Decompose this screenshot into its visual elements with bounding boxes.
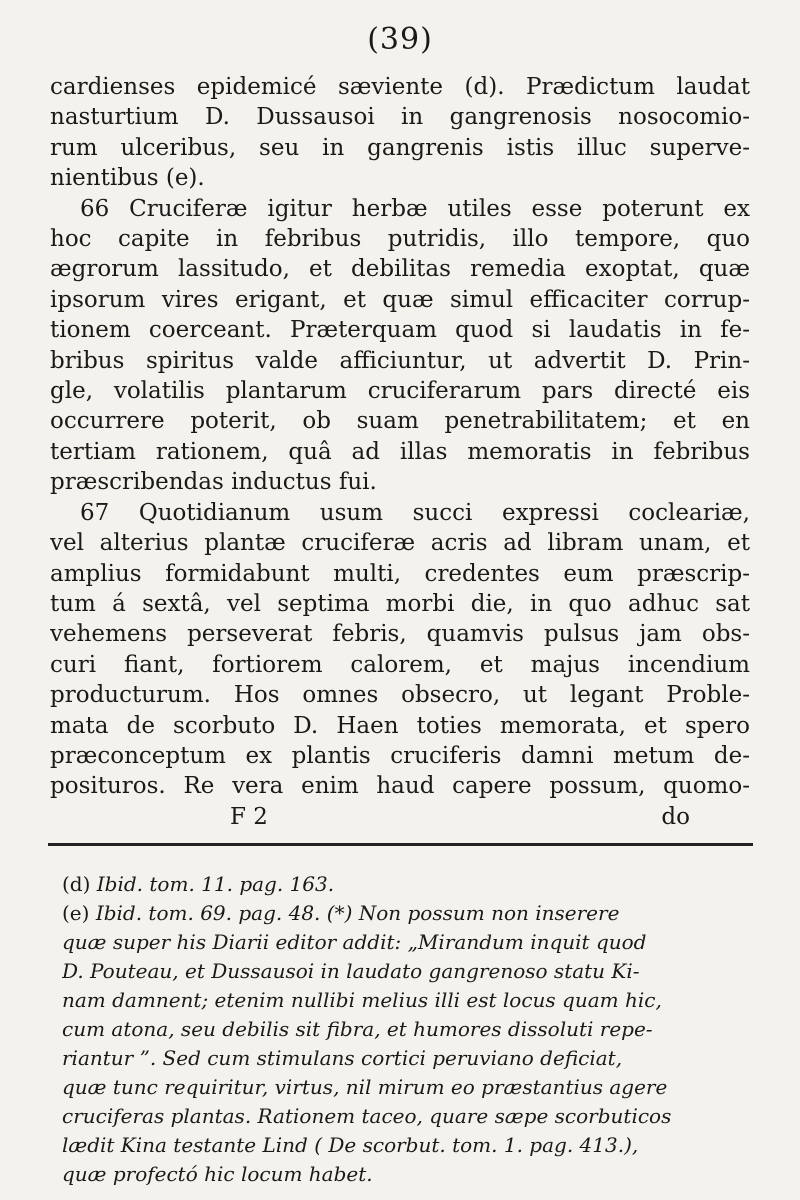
text-line: vehemens perseverat febris, quamvis pulsus jam obs-: [50, 621, 750, 648]
text-line: tionem coerceant. Præterquam quod si laudatis in fe-: [50, 317, 750, 344]
footnote-text-line: quæ profectó hic locum habet.: [62, 1162, 373, 1186]
text-line: nientibus (e).: [50, 165, 205, 192]
footnote-text-line: quæ tunc requiritur, virtus, nil mirum eo præstantius agere: [62, 1075, 668, 1099]
footnote-text: Ibid. tom. 69. pag. 48. (*) Non possum non inserere: [95, 901, 620, 925]
text-line: posituros. Re vera enim haud capere possum, quomo-: [50, 773, 750, 800]
main-text-block: [50, 72, 750, 832]
footnote-text-line: cum atona, seu debilis sit fibra, et humores dissoluti repe-: [62, 1017, 653, 1041]
text-line: occurrere poterit, ob suam penetrabilitatem; et en: [50, 408, 750, 435]
footnote-d: [62, 870, 752, 899]
text-line: gle, volatilis plantarum cruciferarum pars directé eis: [50, 378, 750, 405]
page-number: (39): [367, 22, 433, 57]
catchword: do: [661, 803, 690, 830]
text-line: curi fiant, fortiorem calorem, et majus incendium: [50, 651, 750, 678]
text-line: cardienses epidemicé sæviente (d). Prædictum laudat: [50, 74, 750, 100]
text-line: rum ulceribus, seu in gangrenis istis illuc superve-: [50, 134, 750, 161]
text-line: ipsorum vires erigant, et quæ simul efficaciter corrup-: [50, 286, 750, 313]
paragraph-66-start: 66 Cruciferæ igitur herbæ utiles esse poterunt ex: [80, 195, 750, 222]
footnote-text-line: cruciferas plantas. Rationem taceo, quare sæpe scorbuticos: [62, 1104, 672, 1128]
text-line: mata de scorbuto D. Haen toties memorata, et spero: [50, 712, 750, 739]
footnote-label: (e): [62, 901, 90, 925]
footnote-text: Ibid. tom. 11. pag. 163.: [96, 872, 335, 896]
signature-mark: F 2: [230, 803, 268, 830]
text-line: amplius formidabunt multi, credentes eum præscrip-: [50, 560, 750, 587]
footnote-text-line: lædit Kina testante Lind ( De scorbut. tom. 1. pag. 413.),: [62, 1133, 639, 1157]
text-line: ægrorum lassitudo, et debilitas remedia exoptat, quæ: [50, 256, 750, 283]
text-line: tertiam rationem, quâ ad illas memoratis in febribus: [50, 438, 750, 465]
footnote-e: [62, 899, 752, 928]
text-line: bribus spiritus valde afficiuntur, ut advertit D. Prin-: [50, 347, 750, 374]
text-line: tum á sextâ, vel septima morbi die, in quo adhuc sat: [50, 590, 750, 617]
text-line: vel alterius plantæ cruciferæ acris ad libram unam, et: [50, 530, 750, 557]
footnote-text-line: riantur ”. Sed cum stimulans cortici peruviano deficiat,: [62, 1046, 623, 1070]
footnote-text-line: quæ super his Diarii editor addit: „Mirandum inquit quod: [62, 930, 647, 954]
text-line: nasturtium D. Dussausoi in gangrenosis nosocomio-: [50, 104, 750, 131]
footnote-divider: [48, 843, 753, 846]
text-line: hoc capite in febribus putridis, illo tempore, quo: [50, 226, 750, 253]
text-line: præscribendas inductus fui.: [50, 469, 377, 496]
footnote-label: (d): [62, 872, 91, 896]
paragraph-67-start: 67 Quotidianum usum succi expressi cocleariæ,: [80, 499, 750, 526]
footnote-text-line: D. Pouteau, et Dussausoi in laudato gangrenoso statu Ki-: [62, 959, 640, 983]
text-line: præconceptum ex plantis cruciferis damni metum de-: [50, 742, 750, 769]
signature-row: [50, 802, 750, 832]
footnote-text-line: nam damnent; etenim nullibi melius illi est locus quam hic,: [62, 988, 662, 1012]
text-line: producturum. Hos omnes obsecro, ut legant Proble-: [50, 682, 750, 709]
footnotes-block: [62, 870, 752, 1189]
